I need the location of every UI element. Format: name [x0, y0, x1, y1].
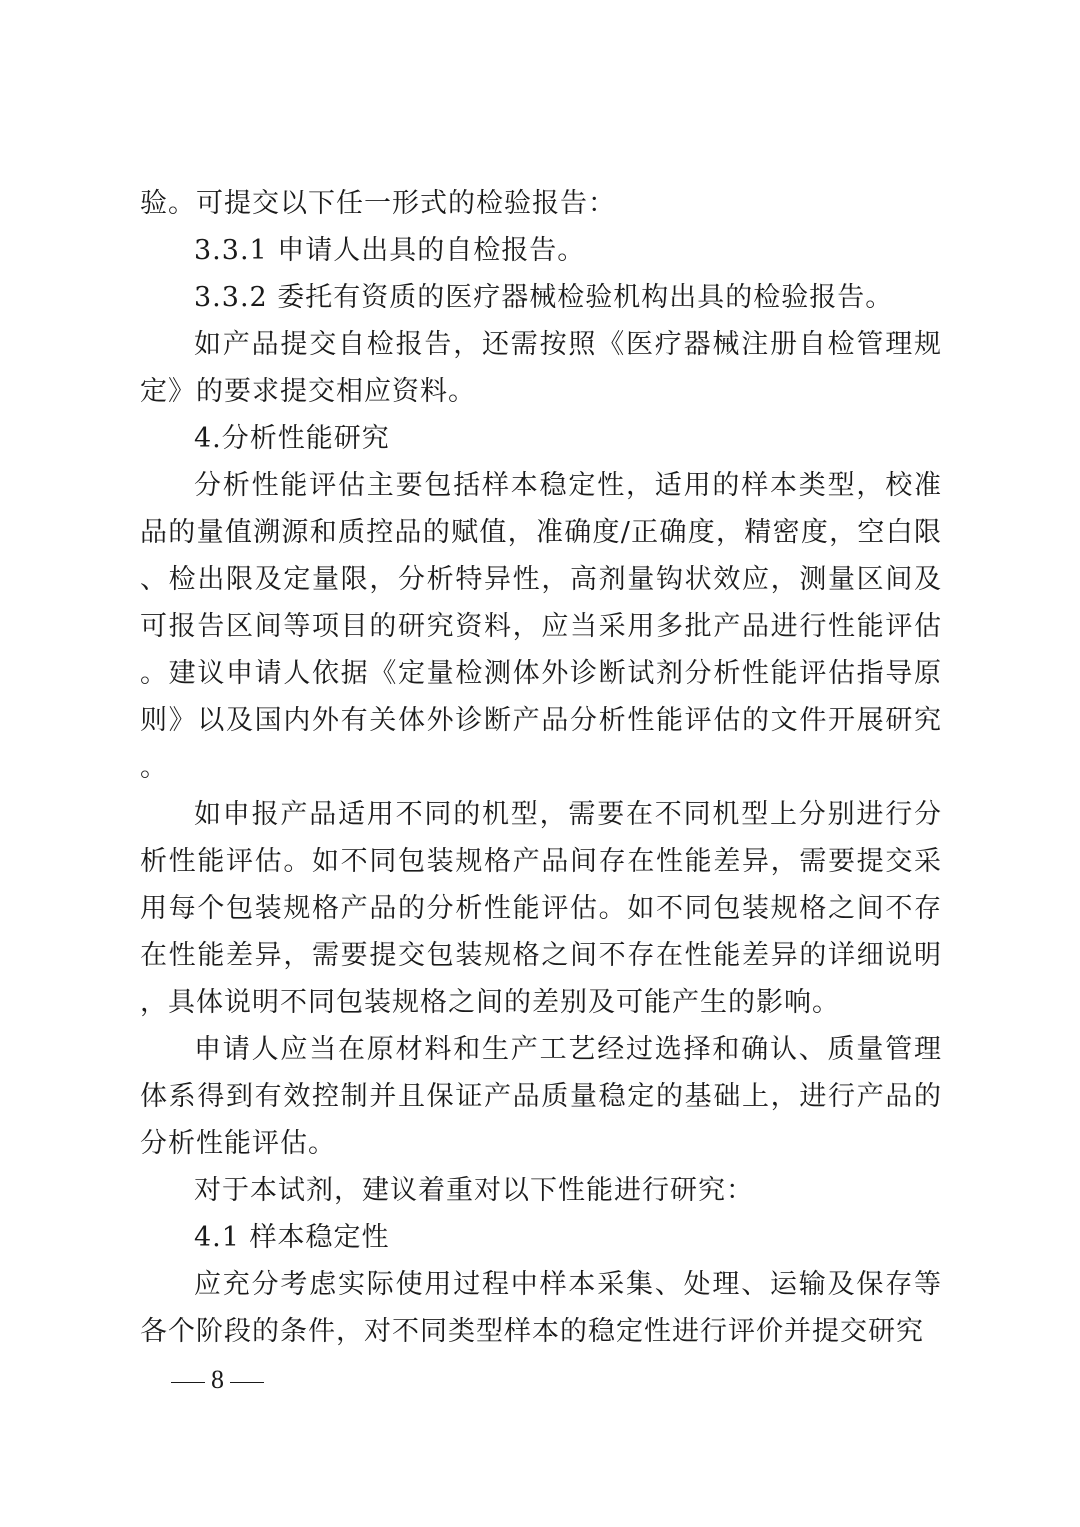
paragraph-item-3-3-1: 3.3.1 申请人出具的自检报告。: [194, 235, 586, 266]
footer-dash-right: [230, 1382, 264, 1383]
document-body: [140, 180, 942, 1355]
paragraph-sample-stability: 应充分考虑实际使用过程中样本采集、处理、运输及保存等各个阶段的条件，对不同类型样本的稳定性进行评价并提交研究: [140, 1269, 942, 1347]
section-heading-sample-stability: 4.1 样本稳定性: [194, 1222, 390, 1253]
paragraph-quality-basis: 申请人应当在原材料和生产工艺经过选择和确认、质量管理体系得到有效控制并且保证产品质量稳定的基础上，进行产品的分析性能评估。: [140, 1034, 942, 1159]
footer-dash-left: [171, 1382, 205, 1383]
paragraph-item-3-3-2: 3.3.2 委托有资质的医疗器械检验机构出具的检验报告。: [194, 282, 894, 313]
paragraph-performance-evaluation: 分析性能评估主要包括样本稳定性，适用的样本类型，校准品的量值溯源和质控品的赋值，准确度/正确度，精密度，空白限、检出限及定量限，分析特异性，高剂量钩状效应，测量区间及可报告区间等项目的研究资料，应当采用多批产品进行性能评估。建议申请人依据《定量检测体外诊断试剂分析性能评估指导原则》以及国内外有关体外诊断产品分析性能评估的文件开展研究。: [140, 470, 942, 783]
paragraph-focus-performance: 对于本试剂，建议着重对以下性能进行研究：: [194, 1175, 754, 1206]
paragraph-self-test-note: 如产品提交自检报告，还需按照《医疗器械注册自检管理规定》的要求提交相应资料。: [140, 329, 942, 407]
paragraph-continuation: 验。可提交以下任一形式的检验报告：: [140, 188, 616, 219]
page-footer: [165, 1360, 270, 1400]
page-number: 8: [211, 1365, 224, 1394]
paragraph-instrument-models: 如申报产品适用不同的机型，需要在不同机型上分别进行分析性能评估。如不同包装规格产品间存在性能差异，需要提交采用每个包装规格产品的分析性能评估。如不同包装规格之间不存在性能差异，需要提交包装规格之间不存在性能差异的详细说明，具体说明不同包装规格之间的差别及可能产生的影响。: [140, 799, 942, 1018]
section-heading-analytical-performance: 4.分析性能研究: [194, 423, 390, 454]
